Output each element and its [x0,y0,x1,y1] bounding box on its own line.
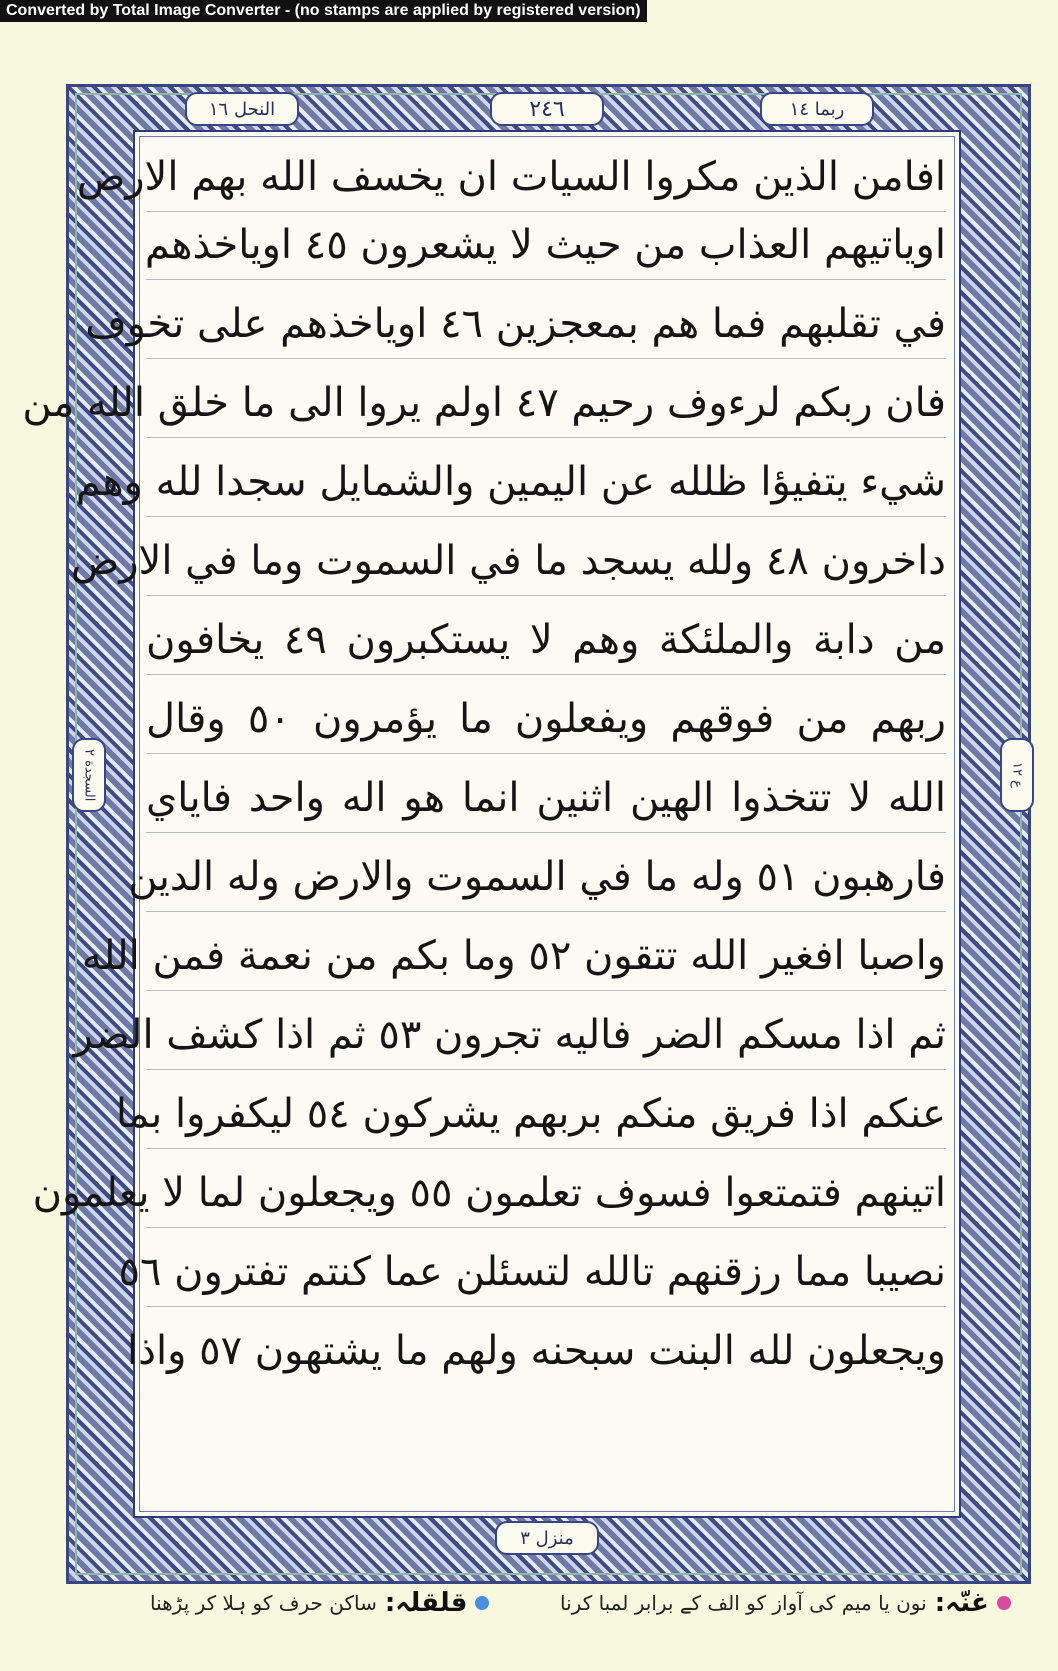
text-line: افامن الذين مكروا السيات ان يخسف الله بهم الارض [146,143,946,212]
converter-watermark: Converted by Total Image Converter - (no stamps are applied by registered version) [0,0,647,22]
page-number: ٢٤٦ [490,92,604,126]
manzil-label: منزل ٣ [495,1521,599,1555]
ghunna-color-icon [997,1596,1011,1610]
legend-ghunna [560,1588,1011,1618]
ghunna-term: غنّہ: [934,1588,989,1618]
text-line: فان ربكم لرءوف رحيم ٤٧ اولم يروا الى ما خلق الله من [146,369,946,438]
text-line: الله لا تتخذوا الهين اثنين انما هو اله واحد فاياي [146,764,946,833]
text-line: اتينهم فتمتعوا فسوف تعلمون ٥٥ ويجعلون لما لا يعلمون [146,1159,946,1228]
text-line: واصبا افغير الله تتقون ٥٢ وما بكم من نعمة فمن الله [146,922,946,991]
sajda-marker: السجدة ٢ [72,738,106,812]
text-line: من دابة والملئكة وهم لا يستكبرون ٤٩ يخافون [146,606,946,675]
text-line: نصيبا مما رزقنهم تالله لتسئلن عما كنتم تفترون ٥٦ [146,1238,946,1307]
text-line: داخرون ٤٨ ولله يسجد ما في السموت وما في الارض [146,527,946,596]
qalqala-color-icon [475,1596,489,1610]
text-line: اوياتيهم العذاب من حيث لا يشعرون ٤٥ اوياخذهم [146,211,946,280]
ghunna-description: نون یا میم کی آواز کو الف کے برابر لمبا کرنا [560,1591,927,1615]
qalqala-description: ساکن حرف کو ہلا کر پڑھنا [150,1591,377,1615]
text-line: ثم اذا مسكم الضر فاليه تجرون ٥٣ ثم اذا كشف الضر [146,1001,946,1070]
legend-qalqala [150,1588,489,1618]
juz-label: ربما ١٤ [760,92,874,126]
text-line: ربهم من فوقهم ويفعلون ما يؤمرون ٥٠ وقال [146,685,946,754]
text-line: عنكم اذا فريق منكم بربهم يشركون ٥٤ ليكفروا بما [146,1080,946,1149]
qalqala-term: قلقلہ: [384,1588,468,1618]
text-line: ويجعلون لله البنت سبحنه ولهم ما يشتهون ٥٧ واذا [127,1328,946,1374]
ruku-marker: ع ١٢ [1000,738,1034,812]
surah-label: النحل ١٦ [185,92,299,126]
text-line: شيء يتفيؤا ظلله عن اليمين والشمايل سجدا لله وهم [146,448,946,517]
text-line: في تقلبهم فما هم بمعجزين ٤٦ اوياخذهم على تخوف [146,290,946,359]
text-line: فارهبون ٥١ وله ما في السموت والارض وله الدين [146,843,946,912]
